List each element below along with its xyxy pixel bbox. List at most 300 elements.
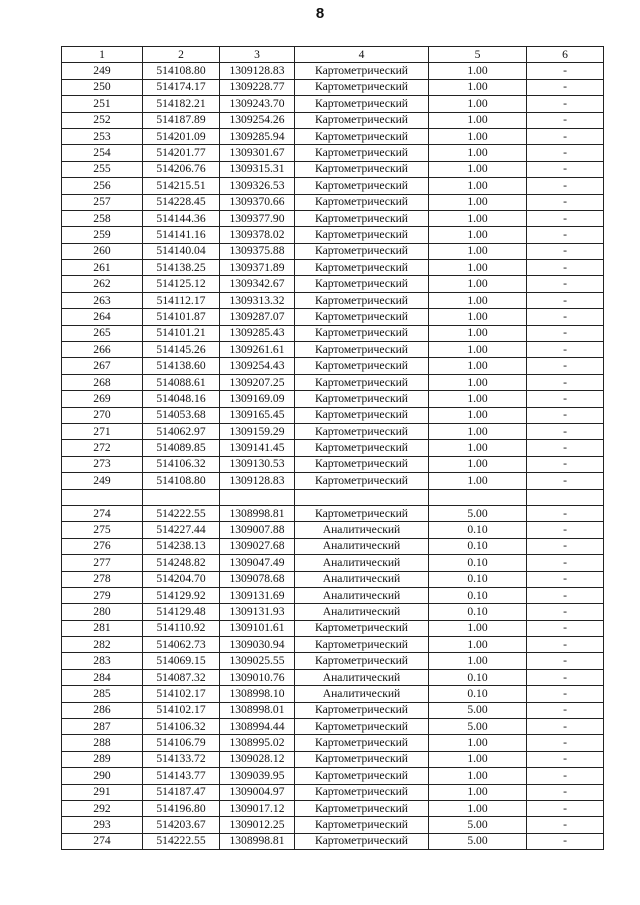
y-coordinate-cell: 1309078.68	[220, 571, 295, 587]
method-cell: Картометрический	[295, 702, 429, 718]
point-number-cell: 285	[62, 686, 143, 702]
accuracy-cell: 1.00	[429, 637, 527, 653]
accuracy-cell: 1.00	[429, 227, 527, 243]
method-cell: Картометрический	[295, 79, 429, 95]
method-cell: Картометрический	[295, 456, 429, 472]
accuracy-cell: 5.00	[429, 817, 527, 833]
table-row	[62, 637, 604, 653]
point-number-cell: 266	[62, 342, 143, 358]
method-cell: Картометрический	[295, 637, 429, 653]
table-row	[62, 276, 604, 292]
x-coordinate-cell: 514222.55	[143, 505, 220, 521]
accuracy-cell: 0.10	[429, 604, 527, 620]
accuracy-cell: 0.10	[429, 669, 527, 685]
note-cell: -	[527, 260, 604, 276]
table-row	[62, 522, 604, 538]
note-cell: -	[527, 79, 604, 95]
y-coordinate-cell: 1309012.25	[220, 817, 295, 833]
y-coordinate-cell: 1309285.43	[220, 325, 295, 341]
accuracy-cell: 1.00	[429, 276, 527, 292]
accuracy-cell: 1.00	[429, 309, 527, 325]
table-row	[62, 407, 604, 423]
point-number-cell: 267	[62, 358, 143, 374]
method-cell: Аналитический	[295, 669, 429, 685]
table-row	[62, 178, 604, 194]
column-header: 3	[220, 47, 295, 63]
x-coordinate-cell: 514102.17	[143, 686, 220, 702]
x-coordinate-cell: 514141.16	[143, 227, 220, 243]
accuracy-cell: 1.00	[429, 96, 527, 112]
point-number-cell: 263	[62, 292, 143, 308]
y-coordinate-cell: 1309301.67	[220, 145, 295, 161]
point-number-cell: 277	[62, 555, 143, 571]
note-cell: -	[527, 96, 604, 112]
point-number-cell: 259	[62, 227, 143, 243]
accuracy-cell: 1.00	[429, 194, 527, 210]
x-coordinate-cell: 514129.48	[143, 604, 220, 620]
y-coordinate-cell: 1309370.66	[220, 194, 295, 210]
x-coordinate-cell: 514204.70	[143, 571, 220, 587]
page-number: 8	[315, 5, 325, 22]
method-cell: Картометрический	[295, 96, 429, 112]
method-cell: Картометрический	[295, 243, 429, 259]
note-cell: -	[527, 604, 604, 620]
y-coordinate-cell: 1309039.95	[220, 768, 295, 784]
x-coordinate-cell: 514062.73	[143, 637, 220, 653]
table-row	[62, 505, 604, 521]
x-coordinate-cell: 514129.92	[143, 587, 220, 603]
accuracy-cell: 1.00	[429, 374, 527, 390]
note-cell: -	[527, 702, 604, 718]
point-number-cell: 249	[62, 473, 143, 489]
method-cell: Картометрический	[295, 505, 429, 521]
y-coordinate-cell: 1309159.29	[220, 423, 295, 439]
point-number-cell: 271	[62, 423, 143, 439]
point-number-cell: 264	[62, 309, 143, 325]
y-coordinate-cell: 1308998.81	[220, 505, 295, 521]
table-row	[62, 194, 604, 210]
point-number-cell: 287	[62, 719, 143, 735]
x-coordinate-cell: 514088.61	[143, 374, 220, 390]
point-number-cell: 261	[62, 260, 143, 276]
point-number-cell: 262	[62, 276, 143, 292]
note-cell: -	[527, 423, 604, 439]
table-row	[62, 227, 604, 243]
x-coordinate-cell: 514101.21	[143, 325, 220, 341]
note-cell: -	[527, 309, 604, 325]
method-cell: Картометрический	[295, 63, 429, 79]
method-cell: Аналитический	[295, 522, 429, 538]
note-cell: -	[527, 210, 604, 226]
accuracy-cell: 1.00	[429, 407, 527, 423]
x-coordinate-cell: 514108.80	[143, 473, 220, 489]
point-number-cell: 276	[62, 538, 143, 554]
note-cell: -	[527, 128, 604, 144]
point-number-cell: 280	[62, 604, 143, 620]
note-cell: -	[527, 505, 604, 521]
y-coordinate-cell: 1309261.61	[220, 342, 295, 358]
x-coordinate-cell: 514145.26	[143, 342, 220, 358]
point-number-cell: 279	[62, 587, 143, 603]
method-cell: Картометрический	[295, 276, 429, 292]
accuracy-cell: 1.00	[429, 79, 527, 95]
point-number-cell: 283	[62, 653, 143, 669]
point-number-cell: 290	[62, 768, 143, 784]
table-row	[62, 96, 604, 112]
method-cell: Аналитический	[295, 686, 429, 702]
point-number-cell: 293	[62, 817, 143, 833]
y-coordinate-cell: 1309141.45	[220, 440, 295, 456]
note-cell: -	[527, 112, 604, 128]
y-coordinate-cell: 1309377.90	[220, 210, 295, 226]
coordinates-table	[61, 46, 604, 850]
method-cell: Картометрический	[295, 817, 429, 833]
point-number-cell: 273	[62, 456, 143, 472]
table-row	[62, 604, 604, 620]
note-cell: -	[527, 817, 604, 833]
x-coordinate-cell: 514138.25	[143, 260, 220, 276]
note-cell: -	[527, 178, 604, 194]
note-cell: -	[527, 63, 604, 79]
x-coordinate-cell: 514238.13	[143, 538, 220, 554]
note-cell: -	[527, 292, 604, 308]
y-coordinate-cell: 1309285.94	[220, 128, 295, 144]
point-number-cell: 270	[62, 407, 143, 423]
x-coordinate-cell: 514069.15	[143, 653, 220, 669]
table-row	[62, 456, 604, 472]
table-row	[62, 63, 604, 79]
x-coordinate-cell: 514053.68	[143, 407, 220, 423]
x-coordinate-cell: 514087.32	[143, 669, 220, 685]
y-coordinate-cell: 1309131.93	[220, 604, 295, 620]
table-row	[62, 292, 604, 308]
x-coordinate-cell: 514133.72	[143, 751, 220, 767]
point-number-cell: 249	[62, 63, 143, 79]
table-row	[62, 669, 604, 685]
point-number-cell: 274	[62, 833, 143, 849]
note-cell: -	[527, 751, 604, 767]
table-header-row	[62, 47, 604, 63]
accuracy-cell: 1.00	[429, 751, 527, 767]
y-coordinate-cell: 1309007.88	[220, 522, 295, 538]
column-header: 4	[295, 47, 429, 63]
accuracy-cell: 1.00	[429, 161, 527, 177]
table-row	[62, 145, 604, 161]
table-row	[62, 800, 604, 816]
y-coordinate-cell: 1309371.89	[220, 260, 295, 276]
x-coordinate-cell: 514227.44	[143, 522, 220, 538]
table-row	[62, 702, 604, 718]
method-cell: Картометрический	[295, 423, 429, 439]
x-coordinate-cell: 514048.16	[143, 391, 220, 407]
accuracy-cell: 1.00	[429, 178, 527, 194]
x-coordinate-cell: 514112.17	[143, 292, 220, 308]
table-row	[62, 735, 604, 751]
y-coordinate-cell: 1309243.70	[220, 96, 295, 112]
table-row	[62, 128, 604, 144]
y-coordinate-cell: 1309228.77	[220, 79, 295, 95]
y-coordinate-cell: 1309254.43	[220, 358, 295, 374]
note-cell: -	[527, 653, 604, 669]
note-cell: -	[527, 719, 604, 735]
table-row	[62, 243, 604, 259]
y-coordinate-cell	[220, 489, 295, 505]
x-coordinate-cell: 514228.45	[143, 194, 220, 210]
point-number-cell: 253	[62, 128, 143, 144]
note-cell: -	[527, 637, 604, 653]
column-header: 2	[143, 47, 220, 63]
table-body	[62, 63, 604, 850]
y-coordinate-cell: 1309207.25	[220, 374, 295, 390]
table-row	[62, 538, 604, 554]
method-cell: Картометрический	[295, 128, 429, 144]
y-coordinate-cell: 1309025.55	[220, 653, 295, 669]
accuracy-cell: 0.10	[429, 522, 527, 538]
table-row	[62, 489, 604, 505]
x-coordinate-cell: 514101.87	[143, 309, 220, 325]
note-cell: -	[527, 194, 604, 210]
method-cell: Картометрический	[295, 178, 429, 194]
y-coordinate-cell: 1308995.02	[220, 735, 295, 751]
point-number-cell	[62, 489, 143, 505]
method-cell: Картометрический	[295, 473, 429, 489]
accuracy-cell: 0.10	[429, 587, 527, 603]
accuracy-cell	[429, 489, 527, 505]
method-cell	[295, 489, 429, 505]
note-cell: -	[527, 145, 604, 161]
point-number-cell: 286	[62, 702, 143, 718]
point-number-cell: 255	[62, 161, 143, 177]
accuracy-cell: 0.10	[429, 555, 527, 571]
note-cell: -	[527, 522, 604, 538]
x-coordinate-cell: 514106.32	[143, 719, 220, 735]
accuracy-cell: 0.10	[429, 538, 527, 554]
accuracy-cell: 1.00	[429, 768, 527, 784]
method-cell: Картометрический	[295, 653, 429, 669]
accuracy-cell: 5.00	[429, 505, 527, 521]
point-number-cell: 257	[62, 194, 143, 210]
point-number-cell: 284	[62, 669, 143, 685]
table-row	[62, 391, 604, 407]
accuracy-cell: 1.00	[429, 63, 527, 79]
accuracy-cell: 1.00	[429, 440, 527, 456]
y-coordinate-cell: 1309375.88	[220, 243, 295, 259]
table-row	[62, 440, 604, 456]
method-cell: Картометрический	[295, 112, 429, 128]
accuracy-cell: 0.10	[429, 686, 527, 702]
y-coordinate-cell: 1309128.83	[220, 473, 295, 489]
method-cell: Аналитический	[295, 587, 429, 603]
x-coordinate-cell: 514143.77	[143, 768, 220, 784]
y-coordinate-cell: 1309378.02	[220, 227, 295, 243]
point-number-cell: 278	[62, 571, 143, 587]
x-coordinate-cell: 514110.92	[143, 620, 220, 636]
note-cell: -	[527, 784, 604, 800]
note-cell: -	[527, 374, 604, 390]
accuracy-cell: 1.00	[429, 653, 527, 669]
y-coordinate-cell: 1309287.07	[220, 309, 295, 325]
method-cell: Картометрический	[295, 194, 429, 210]
y-coordinate-cell: 1309326.53	[220, 178, 295, 194]
note-cell: -	[527, 325, 604, 341]
x-coordinate-cell: 514174.17	[143, 79, 220, 95]
y-coordinate-cell: 1308998.10	[220, 686, 295, 702]
column-header: 1	[62, 47, 143, 63]
note-cell: -	[527, 555, 604, 571]
table-row	[62, 768, 604, 784]
table-row	[62, 587, 604, 603]
accuracy-cell: 1.00	[429, 456, 527, 472]
method-cell: Аналитический	[295, 604, 429, 620]
method-cell: Картометрический	[295, 145, 429, 161]
note-cell: -	[527, 620, 604, 636]
accuracy-cell: 1.00	[429, 784, 527, 800]
x-coordinate-cell: 514187.89	[143, 112, 220, 128]
accuracy-cell: 1.00	[429, 292, 527, 308]
x-coordinate-cell: 514144.36	[143, 210, 220, 226]
point-number-cell: 258	[62, 210, 143, 226]
note-cell: -	[527, 735, 604, 751]
x-coordinate-cell: 514222.55	[143, 833, 220, 849]
table-row	[62, 161, 604, 177]
table-row	[62, 653, 604, 669]
accuracy-cell: 1.00	[429, 423, 527, 439]
method-cell: Картометрический	[295, 800, 429, 816]
table-row	[62, 260, 604, 276]
note-cell: -	[527, 587, 604, 603]
note-cell: -	[527, 833, 604, 849]
method-cell: Картометрический	[295, 440, 429, 456]
point-number-cell: 282	[62, 637, 143, 653]
table-row	[62, 473, 604, 489]
accuracy-cell: 1.00	[429, 800, 527, 816]
x-coordinate-cell: 514125.12	[143, 276, 220, 292]
y-coordinate-cell: 1309165.45	[220, 407, 295, 423]
accuracy-cell: 1.00	[429, 128, 527, 144]
accuracy-cell: 0.10	[429, 571, 527, 587]
x-coordinate-cell: 514187.47	[143, 784, 220, 800]
note-cell: -	[527, 227, 604, 243]
x-coordinate-cell: 514203.67	[143, 817, 220, 833]
method-cell: Картометрический	[295, 407, 429, 423]
point-number-cell: 272	[62, 440, 143, 456]
method-cell: Картометрический	[295, 325, 429, 341]
y-coordinate-cell: 1309254.26	[220, 112, 295, 128]
table-row	[62, 686, 604, 702]
note-cell: -	[527, 391, 604, 407]
note-cell: -	[527, 276, 604, 292]
method-cell: Аналитический	[295, 571, 429, 587]
note-cell: -	[527, 407, 604, 423]
x-coordinate-cell: 514215.51	[143, 178, 220, 194]
note-cell	[527, 489, 604, 505]
accuracy-cell: 1.00	[429, 325, 527, 341]
accuracy-cell: 1.00	[429, 342, 527, 358]
y-coordinate-cell: 1309131.69	[220, 587, 295, 603]
y-coordinate-cell: 1309101.61	[220, 620, 295, 636]
method-cell: Картометрический	[295, 768, 429, 784]
accuracy-cell: 1.00	[429, 210, 527, 226]
point-number-cell: 260	[62, 243, 143, 259]
point-number-cell: 291	[62, 784, 143, 800]
method-cell: Картометрический	[295, 833, 429, 849]
table-row	[62, 325, 604, 341]
method-cell: Картометрический	[295, 227, 429, 243]
point-number-cell: 251	[62, 96, 143, 112]
x-coordinate-cell: 514106.32	[143, 456, 220, 472]
table-row	[62, 784, 604, 800]
accuracy-cell: 1.00	[429, 391, 527, 407]
accuracy-cell: 1.00	[429, 735, 527, 751]
table-row	[62, 423, 604, 439]
y-coordinate-cell: 1309047.49	[220, 555, 295, 571]
note-cell: -	[527, 243, 604, 259]
point-number-cell: 268	[62, 374, 143, 390]
x-coordinate-cell: 514140.04	[143, 243, 220, 259]
note-cell: -	[527, 571, 604, 587]
accuracy-cell: 5.00	[429, 719, 527, 735]
point-number-cell: 289	[62, 751, 143, 767]
method-cell: Аналитический	[295, 555, 429, 571]
y-coordinate-cell: 1309010.76	[220, 669, 295, 685]
note-cell: -	[527, 800, 604, 816]
method-cell: Картометрический	[295, 260, 429, 276]
y-coordinate-cell: 1309313.32	[220, 292, 295, 308]
method-cell: Картометрический	[295, 391, 429, 407]
point-number-cell: 281	[62, 620, 143, 636]
accuracy-cell: 1.00	[429, 473, 527, 489]
accuracy-cell: 1.00	[429, 620, 527, 636]
accuracy-cell: 1.00	[429, 243, 527, 259]
x-coordinate-cell: 514089.85	[143, 440, 220, 456]
table-row	[62, 342, 604, 358]
x-coordinate-cell: 514062.97	[143, 423, 220, 439]
y-coordinate-cell: 1309130.53	[220, 456, 295, 472]
method-cell: Картометрический	[295, 210, 429, 226]
note-cell: -	[527, 358, 604, 374]
method-cell: Картометрический	[295, 161, 429, 177]
x-coordinate-cell: 514206.76	[143, 161, 220, 177]
accuracy-cell: 5.00	[429, 833, 527, 849]
y-coordinate-cell: 1309030.94	[220, 637, 295, 653]
note-cell: -	[527, 342, 604, 358]
accuracy-cell: 5.00	[429, 702, 527, 718]
table-row	[62, 719, 604, 735]
table-row	[62, 751, 604, 767]
note-cell: -	[527, 686, 604, 702]
note-cell: -	[527, 456, 604, 472]
x-coordinate-cell	[143, 489, 220, 505]
x-coordinate-cell: 514182.21	[143, 96, 220, 112]
note-cell: -	[527, 538, 604, 554]
y-coordinate-cell: 1308998.01	[220, 702, 295, 718]
y-coordinate-cell: 1309028.12	[220, 751, 295, 767]
method-cell: Картометрический	[295, 358, 429, 374]
table-row	[62, 79, 604, 95]
y-coordinate-cell: 1309004.97	[220, 784, 295, 800]
x-coordinate-cell: 514108.80	[143, 63, 220, 79]
y-coordinate-cell: 1309128.83	[220, 63, 295, 79]
point-number-cell: 275	[62, 522, 143, 538]
table-row	[62, 571, 604, 587]
note-cell: -	[527, 768, 604, 784]
y-coordinate-cell: 1309342.67	[220, 276, 295, 292]
point-number-cell: 274	[62, 505, 143, 521]
point-number-cell: 252	[62, 112, 143, 128]
point-number-cell: 256	[62, 178, 143, 194]
method-cell: Картометрический	[295, 751, 429, 767]
table-row	[62, 620, 604, 636]
